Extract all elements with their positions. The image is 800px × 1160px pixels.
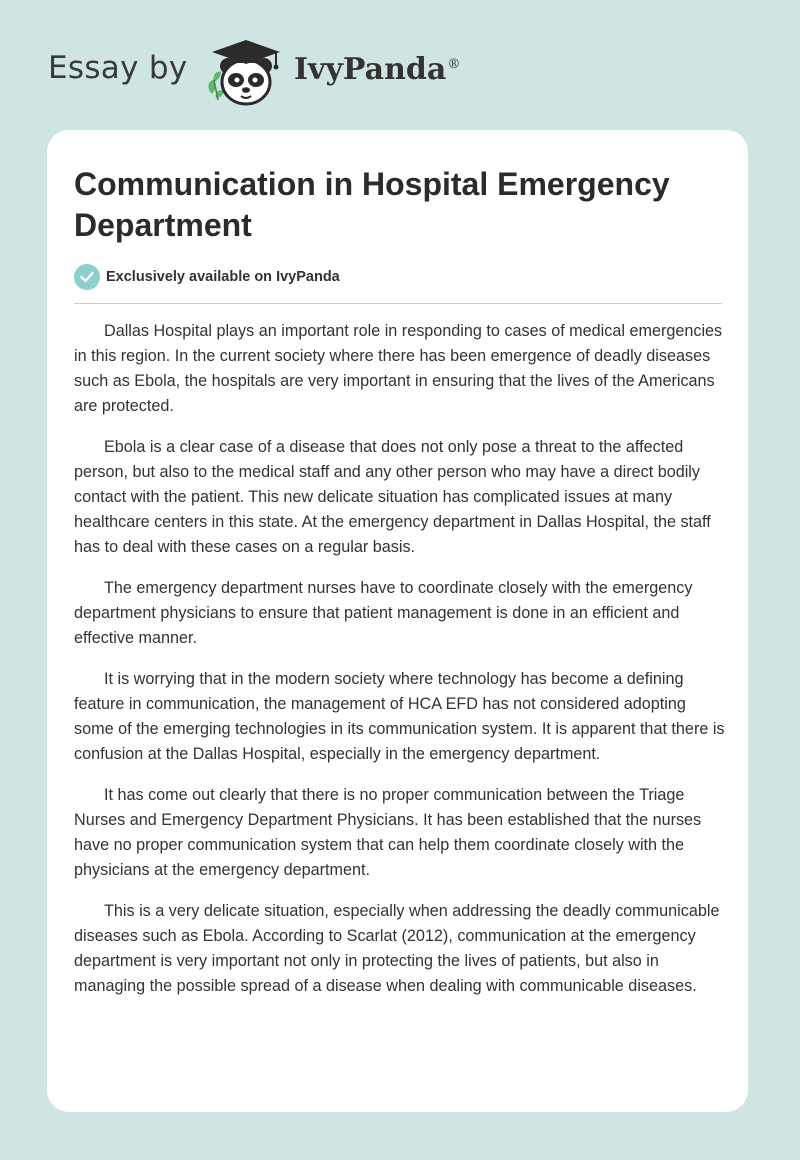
- paragraph-5: It has come out clearly that there is no proper communication between the Triage Nurses and Emergency Department Physicians. It has been established that the nurses have no proper communication system that can help them coordinate closely with the physicians at the emergency department.: [74, 786, 702, 879]
- essay-card: [47, 130, 748, 1112]
- paragraph-6: This is a very delicate situation, especially when addressing the deadly communicable diseases such as Ebola. According to Scarlat (2012), communication at the emergency department is very important not only in protecting the lives of patients, but also in managing the possible spread of a disease when dealing with communicable diseases.: [74, 902, 720, 995]
- divider: [74, 303, 722, 304]
- check-circle-icon: [74, 264, 100, 290]
- paragraph-3: The emergency department nurses have to coordinate closely with the emergency department physicians to ensure that patient management is done in an efficient and effective manner.: [74, 579, 693, 647]
- paragraph-1: Dallas Hospital plays an important role in responding to cases of medical emergencies in this region. In the current society where there has been emergence of deadly diseases such as Ebola, the hospitals are very important in ensuring that the lives of the Americans are protected.: [74, 322, 723, 415]
- panda-graduate-logo-icon[interactable]: [202, 36, 290, 110]
- paragraph-4: It is worrying that in the modern society where technology has become a defining feature in communication, the management of HCA EFD has not considered adopting some of the emerging technologies in its communication system. It is apparent that there is confusion at the Dallas Hospital, especially in the emergency department.: [74, 670, 725, 763]
- exclusive-label: Exclusively available on IvyPanda: [106, 269, 340, 285]
- brand-name[interactable]: IvyPanda®: [294, 52, 461, 87]
- registered-mark: ®: [447, 57, 461, 72]
- paragraph-2: Ebola is a clear case of a disease that does not only pose a threat to the affected person, but also to the medical staff and any other person who may have a direct bodily contact with the patient. This new delicate situation has complicated issues at many healthcare centers in this state. At the emergency department in Dallas Hospital, the staff has to deal with these cases on a regular basis.: [74, 438, 711, 556]
- essay-body: [74, 319, 726, 1015]
- exclusive-badge: [74, 264, 340, 290]
- brand-header: [46, 36, 486, 110]
- page-title: Communication in Hospital Emergency Department: [74, 166, 670, 243]
- brand-prefix: Essay by: [48, 50, 188, 86]
